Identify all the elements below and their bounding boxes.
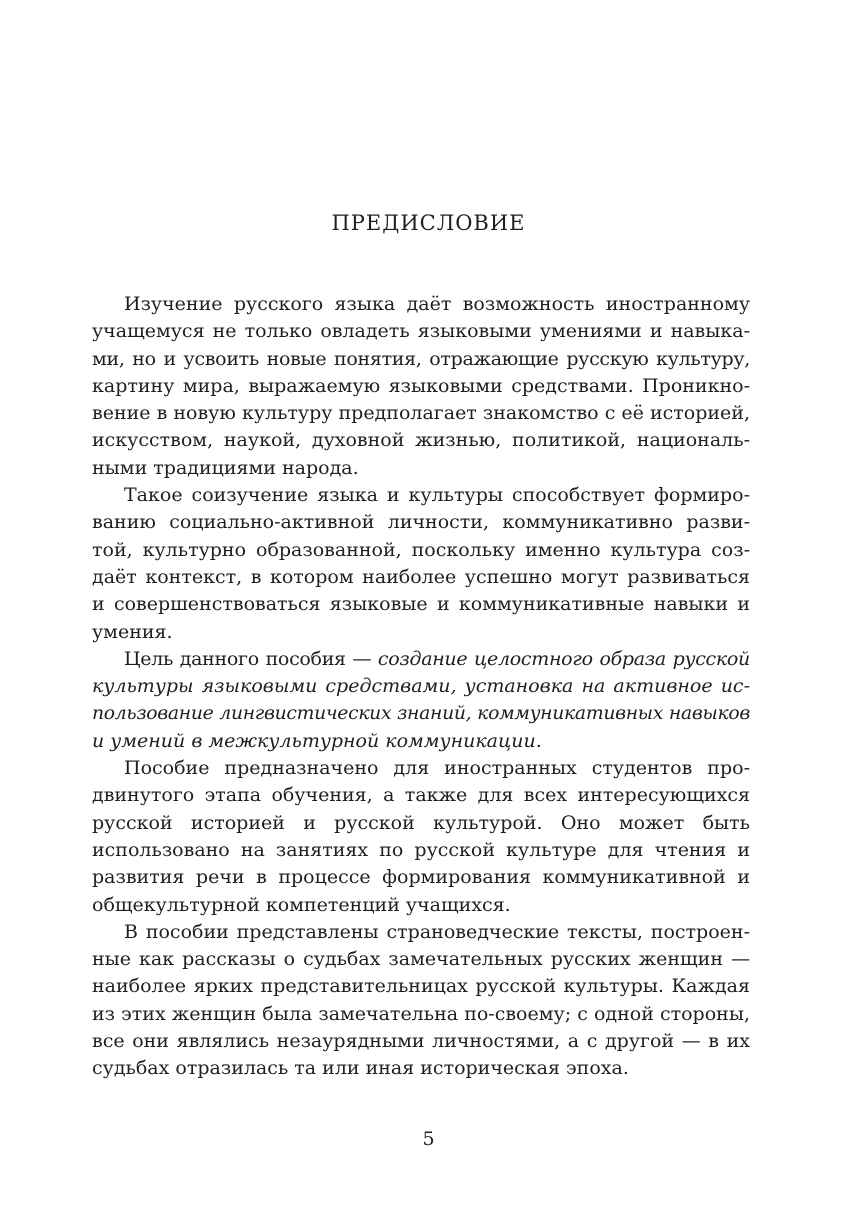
- text-line: [92, 728, 750, 755]
- paragraph-3: [92, 646, 750, 755]
- text-punctuation: .: [535, 729, 542, 752]
- text-line: Пособие предназначено для иностранных студентов про-: [124, 757, 750, 780]
- body-text: [92, 291, 750, 1083]
- text-line: учащемуся не только овладеть языковыми умениями и навыка-: [92, 320, 750, 343]
- text-line: двинутого этапа обучения, а также для всех интересующихся: [92, 784, 750, 807]
- paragraph-5: [92, 919, 750, 1083]
- paragraph-1: [92, 291, 750, 482]
- paragraph-4: [92, 755, 750, 919]
- text-line: картину мира, выражаемую языковыми средствами. Проникно-: [92, 374, 750, 397]
- text-line: ными традициями народа.: [92, 456, 359, 479]
- text-line: все они являлись незаурядными личностями, а с другой — в их: [92, 1030, 750, 1053]
- text-line: Изучение русского языка даёт возможность иностранному: [124, 293, 750, 315]
- text-line: умения.: [92, 620, 173, 643]
- text-line: [92, 646, 750, 673]
- text-line: из этих женщин была замечательна по-своему; с одной стороны,: [92, 1002, 750, 1025]
- text-line: Такое соизучение языка и культуры способствует формиро-: [124, 484, 750, 507]
- page-number: 5: [422, 1128, 435, 1150]
- text-line-italic: пользование лингвистических знаний, коммуникативных навыков: [92, 703, 750, 725]
- text-line: вение в новую культуру предполагает знакомство с её историей,: [92, 402, 750, 425]
- text-italic: создание целостного образа русской: [377, 647, 750, 670]
- text-line: общекультурной компетенций учащихся.: [92, 893, 511, 916]
- text-line: русской историей и русской культурой. Оно может быть: [92, 811, 750, 834]
- text-line: использовано на занятиях по русской культуре для чтения и: [92, 838, 750, 861]
- text-line: даёт контекст, в котором наиболее успешно могут развиваться: [92, 565, 750, 588]
- text-line: той, культурно образованной, поскольку именно культура соз-: [92, 538, 750, 561]
- text-line: наиболее ярких представительницах русской культуры. Каждая: [92, 975, 750, 998]
- text-line: ми, но и усвоить новые понятия, отражающие русскую культуру,: [92, 347, 750, 370]
- text-italic: и умений в межкультурной коммуникации: [92, 729, 536, 752]
- text-line: судьбах отразилась та или иная историческая эпоха.: [92, 1057, 629, 1080]
- text-line: ные как рассказы о судьбах замечательных русских женщин —: [92, 948, 750, 971]
- text-regular: Цель данного пособия —: [124, 647, 378, 670]
- text-line: В пособии представлены страноведческие тексты, построен-: [124, 920, 750, 943]
- text-line: искусством, наукой, духовной жизнью, политикой, националь-: [92, 429, 750, 452]
- paragraph-2: [92, 482, 750, 646]
- text-line: развития речи в процессе формирования коммуникативной и: [92, 866, 750, 889]
- text-line: и совершенствоваться языковые и коммуникативные навыки и: [92, 593, 750, 616]
- page-title: ПРЕДИСЛОВИЕ: [331, 211, 526, 235]
- text-line-italic: культуры языковыми средствами, установка на активное ис-: [92, 675, 750, 698]
- text-line: ванию социально-активной личности, коммуникативно разви-: [92, 511, 750, 534]
